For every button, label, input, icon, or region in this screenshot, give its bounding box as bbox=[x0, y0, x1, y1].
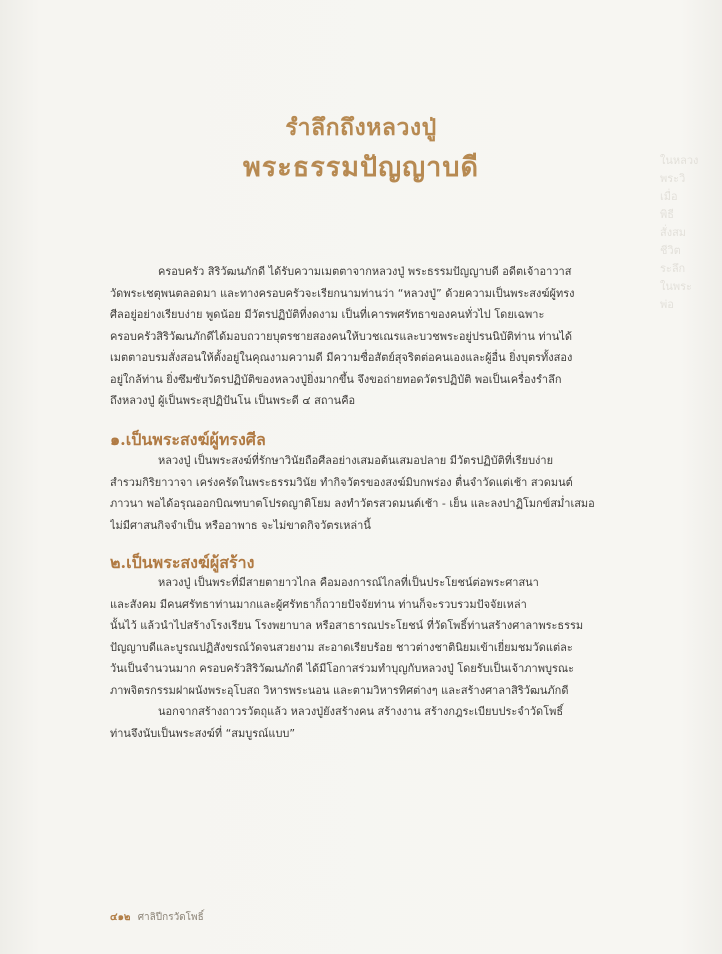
section-2-line: นอกจากสร้างถาวรวัตถุแล้ว หลวงปู่ยังสร้างคน สร้างงาน สร้างกฎระเบียบประจำวัดโพธิ์ bbox=[158, 705, 564, 718]
page-footer bbox=[110, 910, 204, 925]
title-line-1: รำลึกถึงหลวงปู่ bbox=[285, 114, 437, 141]
ghost-line: พิธี bbox=[660, 208, 674, 221]
ghost-line: เมื่อ bbox=[660, 190, 678, 203]
intro-paragraph bbox=[110, 261, 575, 412]
intro-line: เมตตาอบรมสั่งสอนให้ตั้งอยู่ในคุณงามความดี มีความซื่อสัตย์สุจริตต่อคนเองและผู้อื่น ยิ่งบุตรทั้งสอง bbox=[110, 351, 573, 364]
book-title: ศาลิปีกรวัดโพธิ์ bbox=[137, 912, 204, 923]
section-2-line: หลวงปู่ เป็นพระที่มีสายตายาวไกล คือมองการณ์ไกลที่เป็นประโยชน์ต่อพระศาสนา bbox=[158, 576, 539, 589]
section-1-heading: ๑.เป็นพระสงฆ์ผู้ทรงศีล bbox=[110, 430, 266, 449]
section-2-line: นั้นไว้ แล้วนำไปสร้างโรงเรียน โรงพยาบาล หรือสาธารณประโยชน์ ที่วัดโพธิ์ท่านสร้างศาลาพระธรรม bbox=[110, 619, 584, 632]
title-line-2: พระธรรมปัญญาบดี bbox=[242, 152, 480, 183]
section-2-line: และสังคม มีคนศรัทธาท่านมากและผู้ศรัทธาก็ถวายปัจจัยท่าน ท่านก็จะรวบรวมปัจจัยเหล่า bbox=[110, 597, 527, 611]
ghost-line: ในพระ bbox=[660, 280, 692, 293]
section-2-line: ท่านจึงนับเป็นพระสงฆ์ที่ “สมบูรณ์แบบ” bbox=[110, 726, 296, 740]
intro-line: ครอบครัว สิริวัฒนภักดี ได้รับความเมตตาจากหลวงปู่ พระธรรมปัญญาบดี อดีตเจ้าอาวาส bbox=[158, 265, 572, 278]
section-2-line: ภาพจิตรกรรมฝาผนังพระอุโบสถ วิหารพระนอน และตามวิหารทิศต่างๆ และสร้างศาลาสิริวัฒนภักดี bbox=[110, 683, 569, 697]
intro-line: ครอบครัวสิริวัฒนภักดีได้มอบถวายบุตรชายสองคนให้บวชเณรและบวชพระอยู่ปรนนิบัติท่าน ท่านได้ bbox=[110, 329, 572, 343]
section-1-line: หลวงปู่ เป็นพระสงฆ์ที่รักษาวินัยถือศีลอย่างเสมอต้นเสมอปลาย มีวัตรปฏิบัติที่เรียบง่าย bbox=[158, 454, 554, 467]
intro-line: วัดพระเชตุพนตลอดมา และทางครอบครัวจะเรียกนามท่านว่า “หลวงปู่” ด้วยความเป็นพระสงฆ์ผู้ทรง bbox=[110, 286, 575, 300]
intro-line: ศีลอยู่อย่างเรียบง่าย พูดน้อย มีวัตรปฏิบัติที่งดงาม เป็นที่เคารพศรัทธาของคนทั่วไป โดยเฉพาะ bbox=[110, 308, 545, 321]
intro-line: ถึงหลวงปู่ ผู้เป็นพระสุปฏิปันโน เป็นพระดี ๔ สถานคือ bbox=[110, 394, 356, 407]
section-2-line: วันเป็นจำนวนมาก ครอบครัวสิริวัฒนภักดี ได้มีโอกาสร่วมทำบุญกับหลวงปู่ โดยรับเป็นเจ้าภาพบูรณะ bbox=[110, 662, 574, 675]
section-1-paragraph bbox=[110, 450, 595, 536]
section-1-line: สำรวมกิริยาวาจา เคร่งครัดในพระธรรมวินัย ทำกิจวัตรของสงฆ์มิบกพร่อง ตื่นจำวัดแต่เช้า สวดมนต์ bbox=[110, 475, 573, 489]
bleed-through-text bbox=[660, 152, 720, 314]
section-2-paragraph bbox=[110, 572, 583, 744]
page-number: ๔๑๒ bbox=[110, 912, 131, 923]
ghost-line: ในหลวง bbox=[660, 154, 699, 167]
section-1-line: ภาวนา พอได้อรุณออกบิณฑบาตโปรดญาติโยม ลงทำวัตรสวดมนต์เช้า - เย็น และลงปาฏิโมกข์สม่ำเสมอ bbox=[110, 497, 595, 510]
section-2-line: ปัญญาบดีและบูรณปฏิสังขรณ์วัดจนสวยงาม สะอาดเรียบร้อย ชาวต่างชาตินิยมเข้าเยี่ยมชมวัดแต่ละ bbox=[110, 640, 573, 654]
section-1-line: ไม่มีศาสนกิจจำเป็น หรืออาพาธ จะไม่ขาดกิจวัตรเหล่านี้ bbox=[110, 518, 371, 532]
ghost-line: พ่อ bbox=[660, 298, 674, 311]
ghost-line: ชีวิต bbox=[660, 244, 681, 257]
ghost-line: ระลึก bbox=[660, 262, 686, 275]
ghost-line: สั่งสม bbox=[660, 226, 687, 239]
intro-line: อยู่ใกล้ท่าน ยิ่งซึมซับวัตรปฏิบัติของหลวงปู่ยิ่งมากขึ้น จึงขอถ่ายทอดวัตรปฏิบัติ พอเป็นเครื่องรำลึก bbox=[110, 372, 562, 386]
ghost-line: พระวิ bbox=[660, 172, 686, 185]
section-2-heading: ๒.เป็นพระสงฆ์ผู้สร้าง bbox=[110, 553, 255, 572]
